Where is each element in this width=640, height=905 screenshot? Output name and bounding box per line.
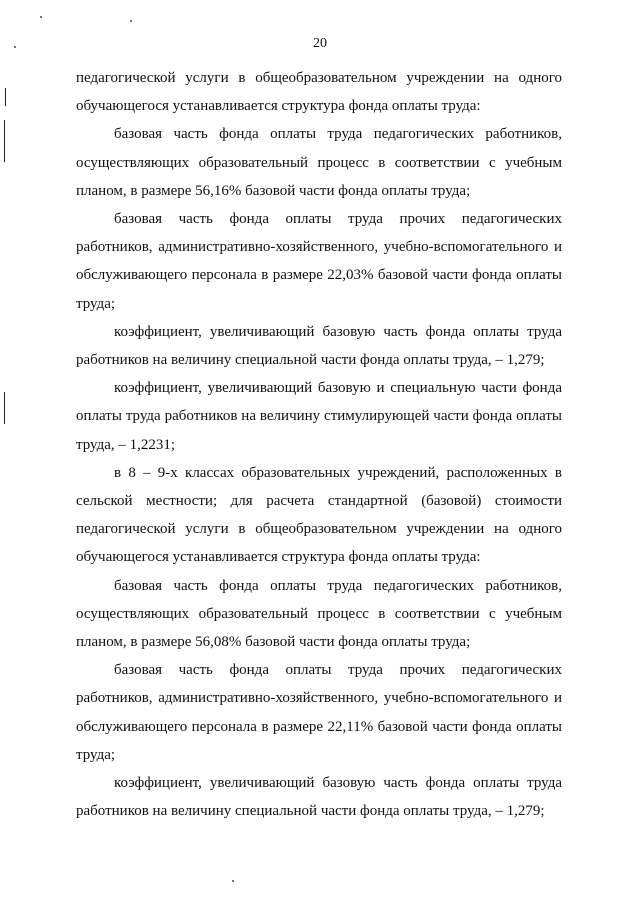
paragraph-item: в 8 – 9-х классах образовательных учреждений, расположенных в сельской местности; для расчета стандартной (базовой) стоимости педагогической услуги в общеобразовательном учреждении на одного обучающегося устанавливается структура фонда оплаты труда: [76, 464, 562, 566]
document-body [76, 64, 562, 825]
paragraph-item: коэффициент, увеличивающий базовую часть фонда оплаты труда работников на величину специальной части фонда оплаты труда, – 1,279; [76, 323, 562, 369]
paragraph-item: базовая часть фонда оплаты труда педагогических работников, осуществляющих образовательный процесс в соответствии с учебным планом, в размере 56,16% базовой части фонда оплаты труда; [76, 126, 562, 199]
scan-dust-dot-2 [130, 20, 132, 22]
paragraph-item: базовая часть фонда оплаты труда прочих педагогических работников, административно-хозяйственного, учебно-вспомогательного и обслуживающего персонала в размере 22,11% базовой части фонда оплаты труда; [76, 662, 562, 763]
scan-dust-dot-4 [232, 880, 234, 882]
paragraph-item: коэффициент, увеличивающий базовую и специальную части фонда оплаты труда работников на величину стимулирующей части фонда оплаты труда, – 1,2231; [76, 380, 562, 453]
scan-margin-mark-lower [4, 392, 5, 424]
scan-dust-dot-1 [40, 16, 42, 18]
paragraph-item: коэффициент, увеличивающий базовую часть фонда оплаты труда работников на величину специальной части фонда оплаты труда, – 1,279; [76, 775, 562, 820]
scan-margin-mark-top [5, 88, 6, 106]
page-number: 20 [313, 36, 327, 51]
scan-margin-mark-upper [4, 120, 5, 162]
paragraph-continuation: педагогической услуги в общеобразовательном учреждении на одного обучающегося устанавливается структура фонда оплаты труда: [76, 70, 562, 115]
paragraph-item: базовая часть фонда оплаты труда педагогических работников, осуществляющих образовательный процесс в соответствии с учебным планом, в размере 56,08% базовой части фонда оплаты труда; [76, 577, 562, 651]
paragraph-item: базовая часть фонда оплаты труда прочих педагогических работников, административно-хозяйственного, учебно-вспомогательного и обслуживающего персонала в размере 22,03% базовой части фонда оплаты труда; [76, 211, 562, 312]
